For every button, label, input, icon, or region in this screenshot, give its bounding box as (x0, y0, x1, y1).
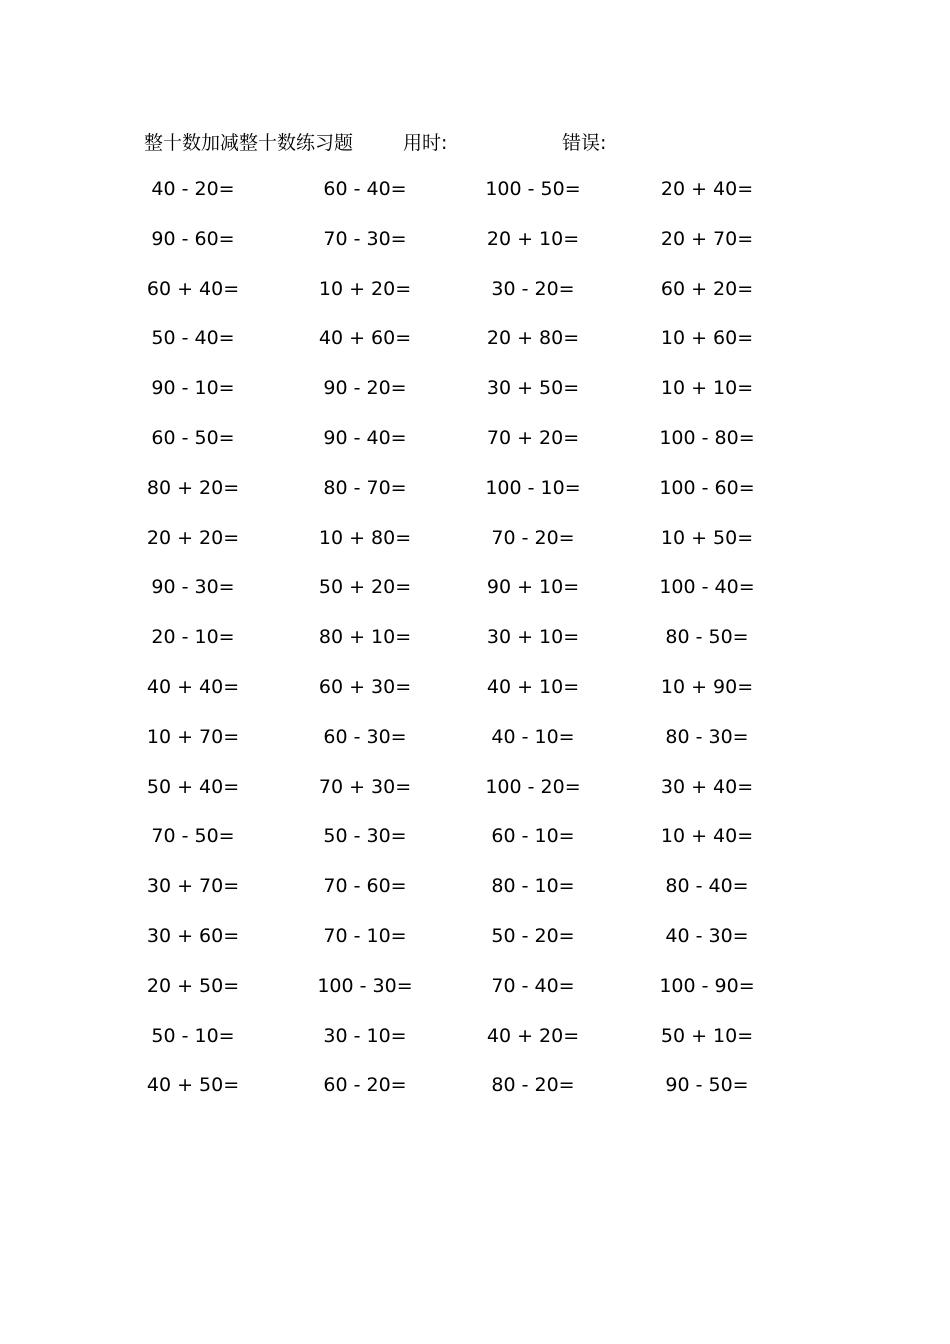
problem-row (0, 971, 950, 1021)
problem-row (0, 174, 950, 224)
problem-row (0, 722, 950, 772)
math-problem: 60 - 40= (323, 178, 407, 200)
problem-row (0, 1070, 950, 1120)
math-problem: 100 - 30= (317, 974, 413, 997)
math-problem: 60 - 50= (151, 426, 235, 449)
problem-row (0, 921, 950, 971)
math-problem: 50 - 40= (151, 327, 235, 350)
math-problem: 40 - 30= (665, 924, 749, 947)
math-problem: 80 - 10= (491, 875, 575, 898)
math-problem: 70 - 30= (323, 227, 407, 250)
math-problem: 80 + 10= (318, 626, 412, 649)
math-problem: 80 - 70= (323, 476, 407, 499)
math-problem: 20 + 40= (660, 178, 754, 200)
math-problem: 30 + 10= (486, 626, 580, 649)
math-problem: 80 - 50= (665, 626, 749, 649)
math-problem: 50 - 30= (323, 825, 407, 848)
math-problem: 10 + 80= (318, 526, 412, 549)
math-problem: 10 + 70= (146, 725, 240, 748)
problem-row (0, 622, 950, 672)
math-problem: 90 - 50= (665, 1074, 749, 1097)
math-problem: 50 + 20= (318, 576, 412, 599)
math-problem: 40 + 10= (486, 675, 580, 698)
math-problem: 50 - 20= (491, 924, 575, 947)
math-problem: 20 + 20= (146, 526, 240, 549)
math-problem: 30 + 60= (146, 924, 240, 947)
math-problem: 20 - 10= (151, 626, 235, 649)
math-problem: 60 - 30= (323, 725, 407, 748)
math-problem: 20 + 70= (660, 227, 754, 250)
error-count-label: 错误: (562, 132, 607, 154)
problem-row (0, 572, 950, 622)
worksheet-header (0, 128, 950, 158)
math-problem: 30 + 70= (146, 875, 240, 898)
math-problem: 60 - 20= (323, 1074, 407, 1097)
problem-row (0, 821, 950, 871)
math-problem: 30 + 40= (660, 775, 754, 798)
math-problem: 90 - 30= (151, 576, 235, 599)
math-problem: 100 - 20= (485, 775, 581, 798)
math-problem: 50 + 10= (660, 1024, 754, 1047)
math-problem: 70 + 30= (318, 775, 412, 798)
math-problem: 100 - 80= (659, 426, 755, 449)
math-problem: 10 + 50= (660, 526, 754, 549)
math-problem: 20 + 80= (486, 327, 580, 350)
math-problem: 90 - 60= (151, 227, 235, 250)
math-problem: 30 + 50= (486, 377, 580, 400)
math-problem: 60 + 30= (318, 675, 412, 698)
math-problem: 40 - 10= (491, 725, 575, 748)
math-problem: 40 + 20= (486, 1024, 580, 1047)
math-problem: 10 + 60= (660, 327, 754, 350)
math-problem: 70 - 50= (151, 825, 235, 848)
problem-row (0, 1021, 950, 1071)
math-problem: 10 + 40= (660, 825, 754, 848)
math-problem: 100 - 60= (659, 476, 755, 499)
problem-row (0, 224, 950, 274)
math-problem: 40 + 50= (146, 1074, 240, 1097)
math-problem: 70 - 60= (323, 875, 407, 898)
math-problem: 90 - 20= (323, 377, 407, 400)
problem-row (0, 523, 950, 573)
math-problem: 80 - 40= (665, 875, 749, 898)
math-problem: 20 + 50= (146, 974, 240, 997)
math-problem: 90 - 40= (323, 426, 407, 449)
math-problem: 70 - 10= (323, 924, 407, 947)
math-problem: 100 - 50= (485, 178, 581, 200)
problem-row (0, 323, 950, 373)
math-problem: 90 - 10= (151, 377, 235, 400)
worksheet-title: 整十数加减整十数练习题 (144, 132, 354, 154)
math-problem: 10 + 10= (660, 377, 754, 400)
problem-row (0, 423, 950, 473)
math-problem: 100 - 90= (659, 974, 755, 997)
math-problem: 10 + 90= (660, 675, 754, 698)
problem-row (0, 871, 950, 921)
math-problem: 30 - 20= (491, 277, 575, 300)
math-problem: 70 - 40= (491, 974, 575, 997)
math-problem: 80 + 20= (146, 476, 240, 499)
math-problem: 70 + 20= (486, 426, 580, 449)
math-problem: 30 - 10= (323, 1024, 407, 1047)
math-problem: 60 - 10= (491, 825, 575, 848)
problem-row (0, 373, 950, 423)
math-problem: 80 - 30= (665, 725, 749, 748)
math-problem: 40 - 20= (151, 178, 235, 200)
math-problem: 40 + 60= (318, 327, 412, 350)
math-problem: 40 + 40= (146, 675, 240, 698)
problem-row (0, 473, 950, 523)
math-problem: 80 - 20= (491, 1074, 575, 1097)
time-used-label: 用时: (403, 132, 448, 154)
problem-row (0, 672, 950, 722)
math-problem: 60 + 20= (660, 277, 754, 300)
math-problem: 70 - 20= (491, 526, 575, 549)
math-problem: 100 - 40= (659, 576, 755, 599)
math-problem: 50 + 40= (146, 775, 240, 798)
problem-grid (0, 174, 950, 1120)
math-problem: 90 + 10= (486, 576, 580, 599)
math-problem: 50 - 10= (151, 1024, 235, 1047)
math-problem: 10 + 20= (318, 277, 412, 300)
math-problem: 20 + 10= (486, 227, 580, 250)
math-problem: 60 + 40= (146, 277, 240, 300)
problem-row (0, 274, 950, 324)
problem-row (0, 772, 950, 822)
math-problem: 100 - 10= (485, 476, 581, 499)
